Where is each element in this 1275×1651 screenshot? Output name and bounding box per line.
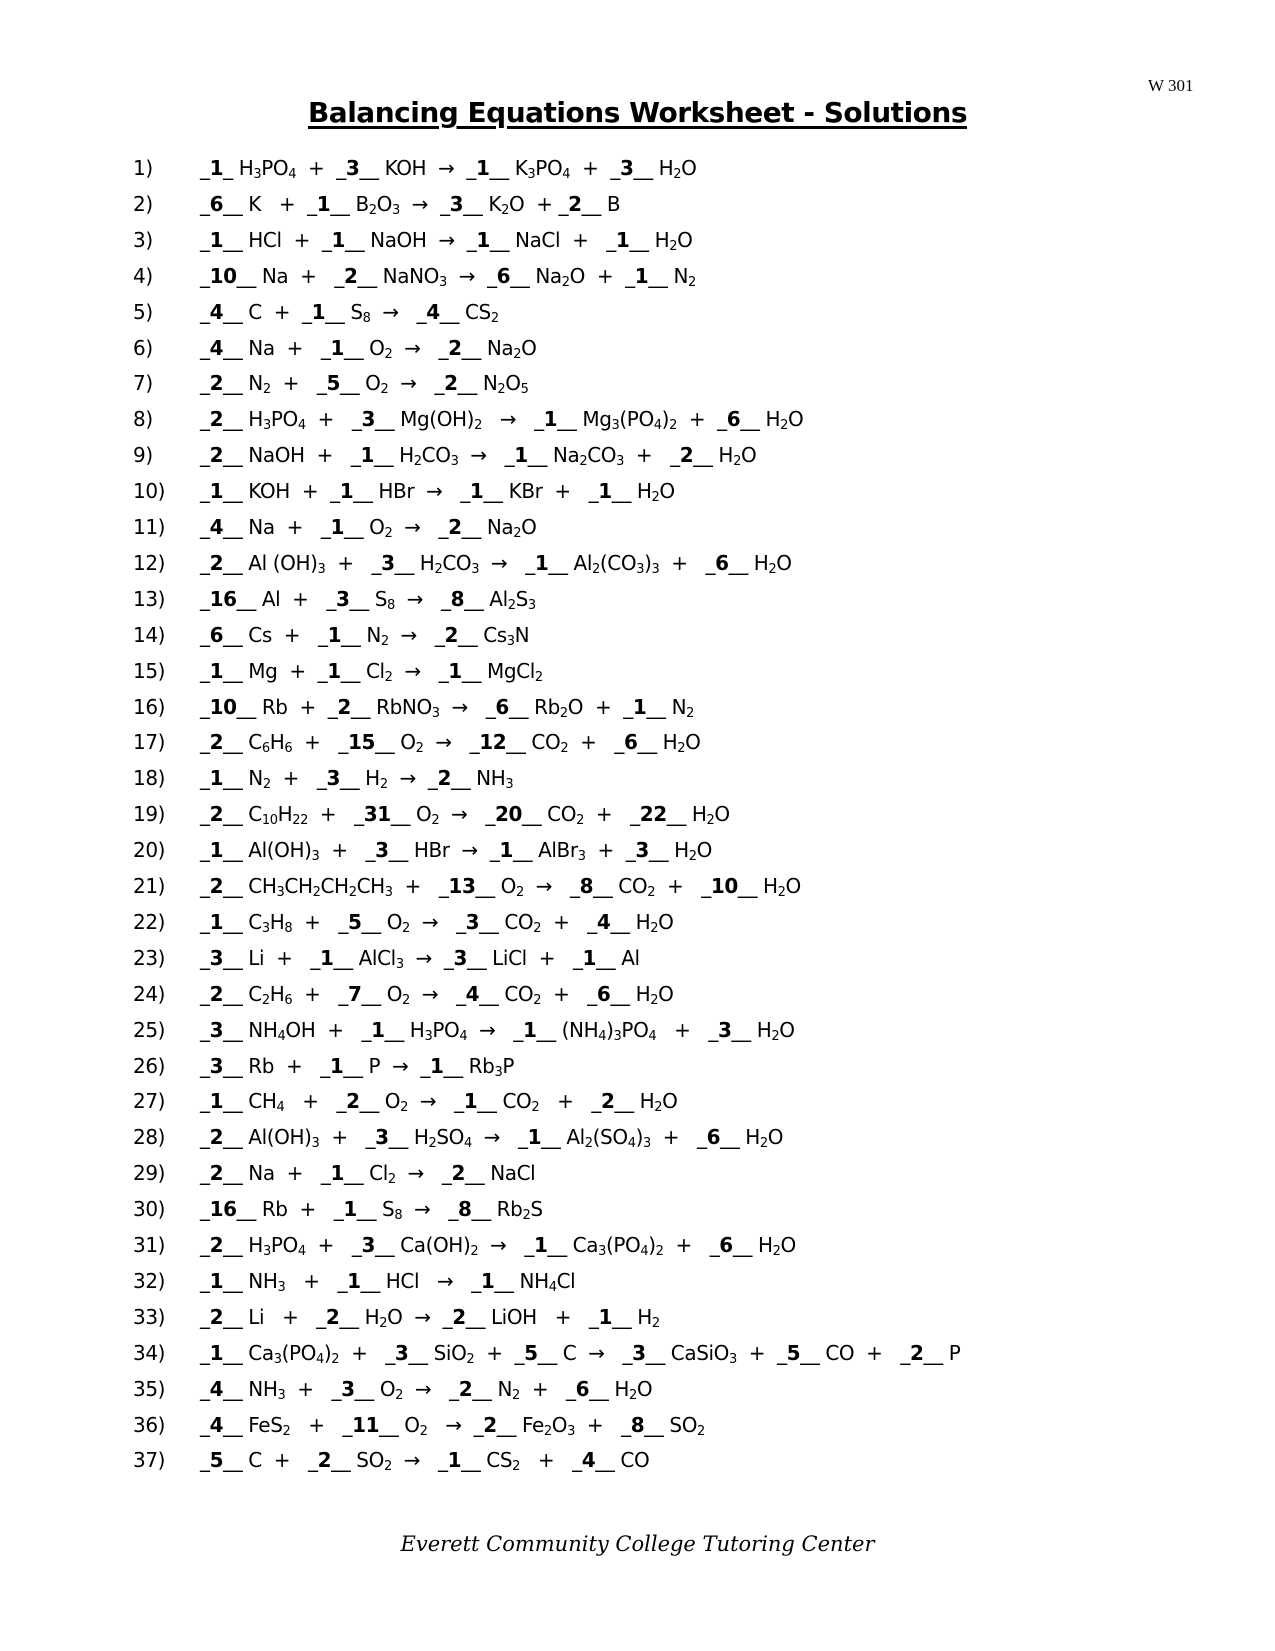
balanced-equation: _6__ K + _1__ $B_2O_3$ → _3__ $K_2O$ + _2__ B [200, 191, 621, 218]
balanced-equation: _6__ Cs + _1__ $N_2$ → _2__ $Cs_3N$ [200, 622, 530, 649]
equation-number: 16) [133, 694, 166, 719]
balanced-equation: _2__ $Al(OH)_3$ + _3__ $H_2SO_4$ → _1__ $Al_2(SO_4)_3$ + _6__ $H_2O$ [200, 1125, 784, 1152]
balanced-equation: _16__ Al + _3__ $S_8$ → _8__ $Al_2S_3$ [200, 586, 536, 613]
balanced-equation: _1__ $Al(OH)_3$ + _3__ HBr → _1__ AlBr$_3$ + _3__ $H_2O$ [200, 838, 712, 865]
equation-number: 25) [133, 1017, 166, 1042]
equation-number: 17) [133, 730, 166, 755]
equation-number: 28) [133, 1125, 166, 1150]
balanced-equation: _2__ Na + _1__ $Cl_2$ → _2__ NaCl [200, 1161, 536, 1188]
balanced-equation: _2__ $C_6H_6$ + _15__ $O_2$ → _12__ $CO_2$ + _6__ $H_2O$ [200, 730, 701, 757]
footer-text: Everett Community College Tutoring Center [400, 1532, 875, 1556]
equation-number: 7) [133, 371, 153, 396]
balanced-equation: _5__ C + _2__ $SO_2$ → _1__ $CS_2$ + _4__ CO [200, 1448, 650, 1475]
equation-number: 6) [133, 335, 153, 360]
equation-number: 18) [133, 766, 166, 791]
page-title: Balancing Equations Worksheet - Solutions [307, 96, 968, 129]
equation-number: 15) [133, 658, 166, 683]
equation-number: 11) [133, 515, 166, 539]
equation-number: 21) [133, 874, 166, 898]
equation-number: 19) [133, 802, 166, 827]
equation-number: 23) [133, 945, 166, 970]
balanced-equation: _3__ $NH_4OH$ + _1__ $H_3PO_4$ → _1__ $(NH_4)_3PO_4$ + _3__ $H_2O$ [200, 1017, 795, 1044]
balanced-equation: _2__ $C_{10}H_{22}$ + _31__ $O_2$ → _20__ $CO_2$ + _22__ $H_2O$ [200, 802, 730, 829]
balanced-equation: _2__ Al $(OH)_3$ + _3__ $H_2CO_3$ → _1__ $Al_2(CO_3)_3$ + _6__ $H_2O$ [200, 550, 792, 577]
equation-number: 26) [133, 1053, 166, 1078]
equation-number: 1) [133, 156, 153, 180]
equation-number: 37) [133, 1448, 166, 1473]
equation-number: 12) [133, 550, 166, 575]
balanced-equation: _10__ Na + _2__ NaNO$_3$ → _6__ $Na_2O$ + _1__ $N_2$ [200, 263, 696, 290]
balanced-equation: _4__ Na + _1__ $O_2$ → _2__ $Na_2O$ [200, 515, 537, 541]
balanced-equation: _2__ NaOH + _1__ $H_2CO_3$ → _1__ $Na_2CO_3$ + _2__ $H_2O$ [200, 443, 757, 470]
balanced-equation: _1__ $NH_3$ + _1__ HCl → _1__ $NH_4Cl$ [200, 1268, 576, 1295]
document-code: W 301 [1148, 76, 1194, 95]
equation-number: 24) [133, 981, 166, 1006]
balanced-equation: _4__ $NH_3$ + _3__ $O_2$ → _2__ $N_2$ + _6__ $H_2O$ [200, 1376, 653, 1403]
balanced-equation: _2__ $C_2H_6$ + _7__ $O_2$ → _4__ $CO_2$ + _6__ $H_2O$ [200, 981, 674, 1008]
balanced-equation: _4__ Na + _1__ $O_2$ → _2__ $Na_2O$ [200, 335, 537, 362]
balanced-equation: _16__ Rb + _1__ $S_8$ → _8__ $Rb_2S$ [200, 1197, 543, 1224]
equation-number: 33) [133, 1304, 166, 1329]
equation-number: 14) [133, 622, 166, 647]
equation-number: 27) [133, 1089, 166, 1114]
equation-number: 30) [133, 1197, 166, 1222]
balanced-equation: _2__ Li + _2__ $H_2O$ → _2__ LiOH + _1__ $H_2$ [200, 1304, 660, 1331]
balanced-equation: _2__ $H_3PO_4$ + _3__ $Mg(OH)_2$ → _1__ $Mg_3(PO_4)_2$ + _6__ $H_2O$ [200, 407, 804, 434]
balanced-equation: _1__ $N_2$ + _3__ $H_2$ → _2__ $NH_3$ [200, 766, 514, 793]
equation-number: 10) [133, 479, 166, 504]
balanced-equation: _10__ Rb + _2__ RbNO$_3$ → _6__ $Rb_2O$ + _1__ $N_2$ [200, 694, 695, 721]
equation-number: 8) [133, 407, 153, 432]
balanced-equation: _2__ $N_2$ + _5__ $O_2$ → _2__ $N_2O_5$ [200, 371, 529, 398]
equation-number: 3) [133, 227, 153, 252]
equation-number: 22) [133, 909, 166, 934]
balanced-equation: _2__ $H_3PO_4$ + _3__ $Ca(OH)_2$ → _1__ $Ca_3(PO_4)_2$ + _6__ $H_2O$ [200, 1233, 796, 1259]
balanced-equation: _1_ $H_3PO_4$ + _3__ KOH → _1__ $K_3PO_4$ + _3__ $H_2O$ [200, 156, 697, 182]
balanced-equation: _2__ $CH_3CH_2CH_2CH_3$ + _13__ $O_2$ → _8__ $CO_2$ + _10__ $H_2O$ [200, 874, 801, 900]
balanced-equation: _1__ $Ca_3(PO_4)_2$ + _3__ SiO$_2$ + _5__ C → _3__ CaSiO$_3$ + _5__ CO + _2__ P [200, 1340, 961, 1367]
equation-number: 5) [133, 299, 153, 324]
balanced-equation: _1__ HCl + _1__ NaOH → _1__ NaCl + _1__ $H_2O$ [200, 227, 693, 254]
balanced-equation: _3__ Li + _1__ AlCl$_3$ → _3__ LiCl + _1__ Al [200, 945, 640, 972]
balanced-equation: _1__ Mg + _1__ $Cl_2$ → _1__ MgCl$_2$ [200, 658, 543, 685]
balanced-equation: _3__ Rb + _1__ P → _1__ $Rb_3P$ [200, 1053, 515, 1080]
balanced-equation: _1__ KOH + _1__ HBr → _1__ KBr + _1__ $H_2O$ [200, 479, 675, 506]
equation-number: 34) [133, 1340, 166, 1365]
balanced-equation: _1__ $CH_4$ + _2__ $O_2$ → _1__ $CO_2$ + _2__ $H_2O$ [200, 1089, 678, 1116]
balanced-equation: _1__ $C_3H_8$ + _5__ $O_2$ → _3__ $CO_2$ + _4__ $H_2O$ [200, 909, 674, 936]
equation-number: 31) [133, 1233, 166, 1257]
equation-number: 20) [133, 838, 166, 863]
equation-number: 32) [133, 1268, 166, 1293]
balanced-equation: _4__ FeS$_2$ + _11__ $O_2$ → _2__ $Fe_2O_3$ + _8__ $SO_2$ [200, 1412, 705, 1439]
equation-number: 2) [133, 191, 153, 216]
equation-number: 29) [133, 1161, 166, 1186]
equation-number: 13) [133, 586, 166, 611]
equation-number: 36) [133, 1412, 166, 1437]
equation-number: 9) [133, 443, 153, 468]
equation-number: 4) [133, 263, 153, 288]
balanced-equation: _4__ C + _1__ $S_8$ → _4__ $CS_2$ [200, 299, 499, 326]
page-title-container [0, 96, 1275, 129]
equation-number: 35) [133, 1376, 166, 1401]
